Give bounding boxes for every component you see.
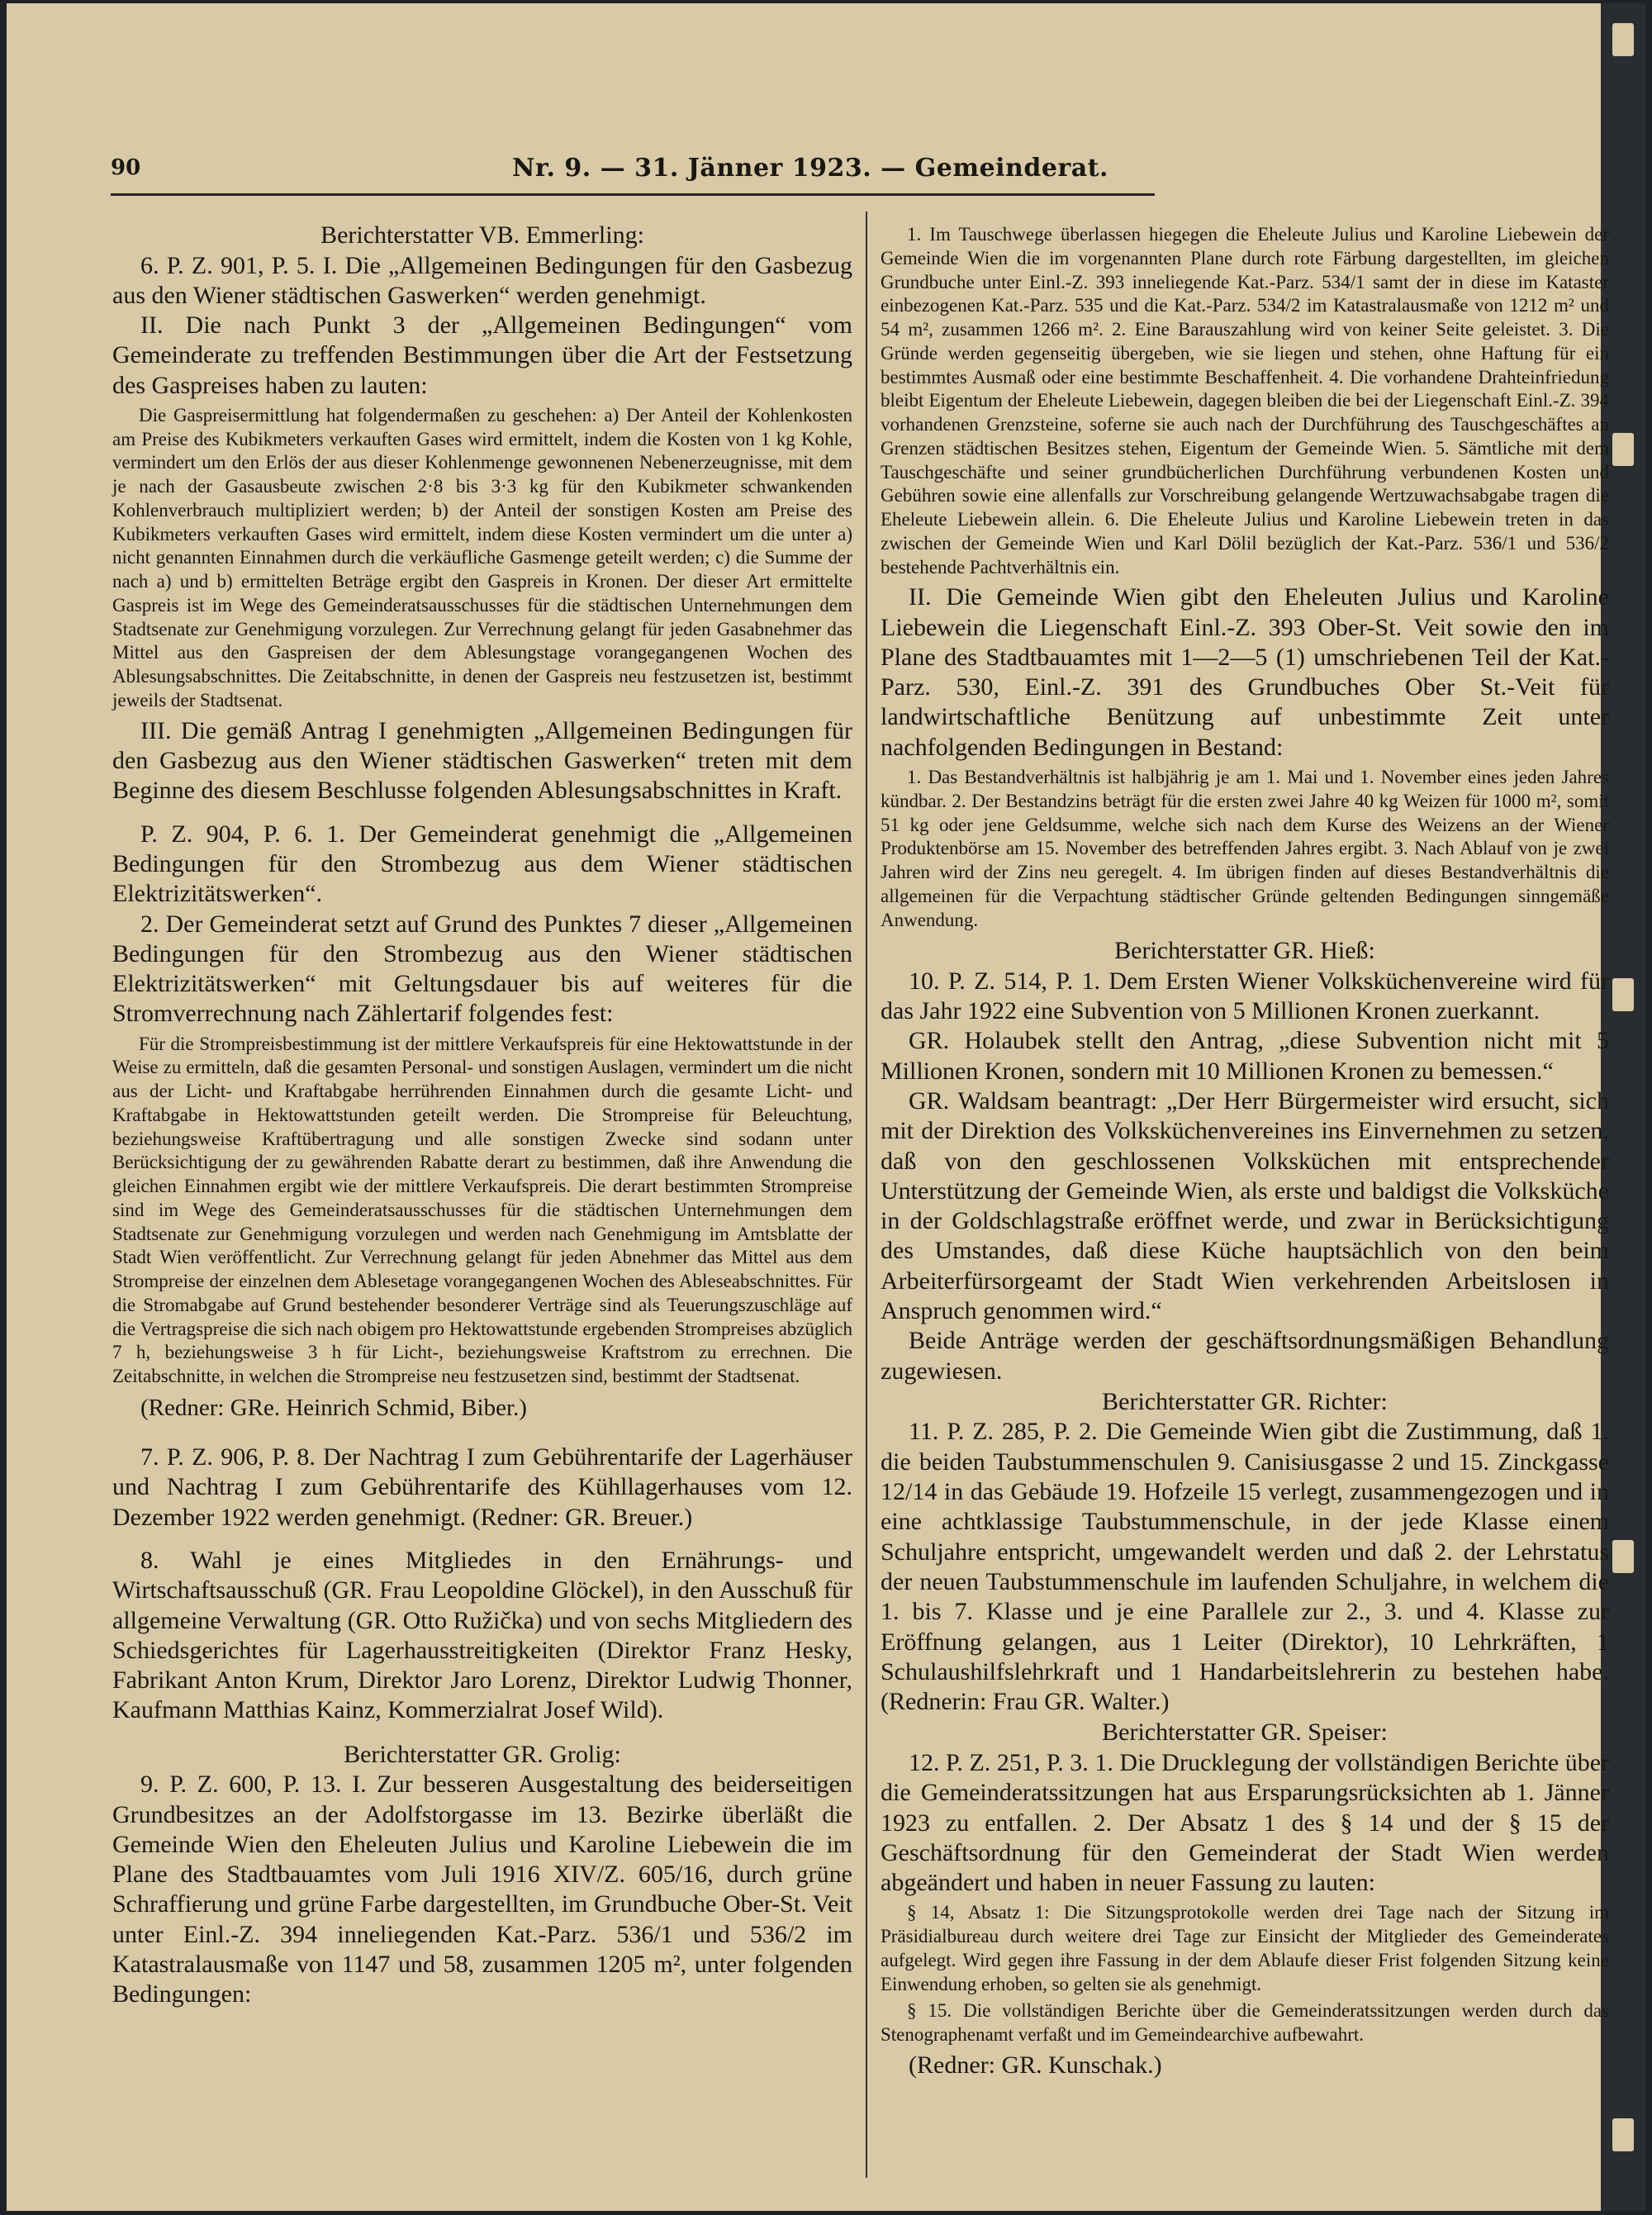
reporter-heading: Berichterstatter GR. Richter: xyxy=(1102,1387,1388,1415)
column-rule xyxy=(866,212,867,2178)
paragraph: 6. P. Z. 901, P. 5. I. Die „Allgemeinen Bedingungen für den Gasbezug aus den Wiener städtischen Gaswerken“ werden genehmigt. xyxy=(112,251,852,309)
speaker-note: (Redner: GR. Kunschak.) xyxy=(909,2051,1162,2079)
paragraph: 9. P. Z. 600, P. 13. I. Zur besseren Ausgestaltung des beiderseitigen Grundbesitzes an der Adolfstorgasse im 13. Bezirke überläßt die Gemeinde Wien den Eheleuten Julius und Karoline Liebewein die im Plane des Stadtbauamtes vom Juli 1916 XIV/Z. 605/16, durch grüne Schraffierung und grüne Farbe dargestellten, im Grundbuche Ober-St. Veit unter Einl.-Z. 394 inneliegenden Kat.-Parz. 536/1 und 536/2 im Katastralausmaße von 1147 und 58, zusammen 1205 m², unter folgenden Bedingungen: xyxy=(112,1771,852,2008)
left-column xyxy=(112,220,852,2010)
paragraph: 8. Wahl je eines Mitgliedes in den Ernährungs- und Wirtschaftsausschuß (GR. Frau Leopoldine Glöckel), in den Ausschuß für allgemeine Verwaltung (GR. Otto Ružička) und von sechs Mitgliedern des Schiedsgerichtes für Lagerhausstreitigkeiten (Direktor Franz Hesky, Fabrikant Anton Krum, Direktor Jaro Lorenz, Direktor Ludwig Thonner, Kaufmann Matthias Kainz, Kommerzialrat Josef Wild). xyxy=(112,1546,852,1724)
page-header xyxy=(111,152,1155,196)
paragraph: III. Die gemäß Antrag I genehmigten „Allgemeinen Bedingungen für den Gasbezug aus den Wiener städtischen Gaswerken“ treten mit dem Beginne des diesem Beschlusse folgenden Ablesungsabschnittes in Kraft. xyxy=(112,716,852,805)
punch-hole xyxy=(1612,433,1634,466)
reporter-heading: Berichterstatter GR. Speiser: xyxy=(1102,1718,1388,1747)
small-print: 1. Im Tauschwege überlassen hiegegen die Eheleute Julius und Karoline Liebewein der Gemeinde Wien die im vorgenannten Plane durch rote Färbung dargestellten, im gleichen Grundbuche unter Einl.-Z. 393 inneliegende Kat.-Parz. 534/1 samt der in diese im Kataster einbezogenen Kat.-Parz. 535 und die Kat.-Parz. 534/2 im Katastralausmaße von 1212 m² und 54 m², zusammen 1266 m². 2. Eine Barauszahlung wird von keiner Seite geleistet. 3. Die Gründe werden gegenseitig übergeben, wie sie liegen und stehen, ohne Haftung für ein bestimmtes Ausmaß oder eine bestimmte Beschaffenheit. 4. Die vorhandene Drahteinfriedung bleibt Eigentum der Eheleute Liebewein, dagegen bleiben die bei der Liegenschaft Einl.-Z. 394 vorhandenen Grenzsteine, soferne sie auch nach der Durchführung des Tauschgeschäftes an Grenzen städtischen Besitzes stehen, Eigentum der Gemeinde Wien. 5. Sämtliche mit dem Tauschgeschäfte und seiner grundbücherlichen Durchführung verbundenen Kosten und Gebühren sowie eine allenfalls zur Vorschreibung gelangende Wertzuwachsabgabe tragen die Eheleute Liebewein allein. 6. Die Eheleute Julius und Karoline Liebewein treten in das zwischen der Gemeinde Wien und Karl Dölil bezüglich der Kat.-Parz. 536/1 und 536/2 bestehende Pachtverhältnis ein. xyxy=(881,224,1609,578)
running-head: Nr. 9. — 31. Jänner 1923. — Gemeinderat. xyxy=(512,154,1108,183)
small-print: Für die Strompreisbestimmung ist der mittlere Verkaufspreis für eine Hektowattstunde in der Weise zu ermitteln, daß die gesamten Personal- und sonstigen Auslagen, vermindert um die nicht aus der Licht- und Kraftabgabe herrührenden Einnahmen durch die gesamte Licht- und Kraftabgabe in Hektowattstunden geteilt werden. Die Strompreise für Beleuchtung, beziehungsweise Kraftübertragung und alle sonstigen Zwecke sind sodann unter Berücksichtigung der zu gewährenden Rabatte derart zu bestimmen, daß ihre Anwendung die gleichen Einnahmen ergibt wie der mittlere Verkaufspreis. Die derart bestimmten Strompreise sind im Wege des Gemeinderatsausschusses für die städtischen Unternehmungen dem Stadtsenate zur Genehmigung vorzulegen und werden nach Genehmigung im Amtsblatte der Stadt Wien veröffentlicht. Zur Verrechnung gelangt für jeden Abnehmer das Mittel aus dem Strompreise der einzelnen dem Ablesetage vorangegangenen Wochen des Ableseabschnittes. Für die Stromabgabe auf Grund bestehender besonderer Verträge sind als Teuerungszuschläge auf die Vertragspreise die sich nach obigem pro Hektowattstunde ergebenden Strompreises abzüglich 7 h, beziehungsweise 3 h für Licht-, beziehungsweise Kraftstrom zu errechnen. Die Zeitabschnitte, in welchen die Strompreise neu festzusetzen sind, bestimmt der Stadtsenat. xyxy=(112,1033,852,1387)
paragraph: II. Die nach Punkt 3 der „Allgemeinen Bedingungen“ vom Gemeinderate zu treffenden Bestimmungen über die Art der Festsetzung des Gaspreises haben zu lauten: xyxy=(112,311,852,399)
page-number: 90 xyxy=(111,155,141,180)
speaker-note: (Redner: GRe. Heinrich Schmid, Biber.) xyxy=(140,1394,527,1421)
paragraph: 10. P. Z. 514, P. 1. Dem Ersten Wiener Volksküchenvereine wird für das Jahr 1922 eine Subvention von 5 Millionen Kronen zuerkannt. xyxy=(881,967,1609,1025)
right-column xyxy=(881,220,1609,2080)
small-print: § 14, Absatz 1: Die Sitzungsprotokolle werden drei Tage nach der Sitzung im Präsidialbureau durch weitere drei Tage zur Einsicht der Mitglieder des Gemeinderates aufgelegt. Wird gegen ihre Fassung in der dem Ablaufe dieser Frist folgenden Sitzung keine Einwendung erhoben, so gelten sie als genehmigt. xyxy=(881,1902,1609,1994)
paragraph: 11. P. Z. 285, P. 2. Die Gemeinde Wien gibt die Zustimmung, daß 1. die beiden Taubstummenschulen 9. Canisiusgasse 2 und 15. Zinckgasse 12/14 in das Gebäude 19. Hofzeile 15 verlegt, zusammengezogen und in eine achtklassige Taubstummenschule, in der jede Klasse einem Schuljahre entspricht, umgewandelt werden und daß 2. der Lehrstatus der neuen Taubstummenschule im laufenden Schuljahre, in welchem die 1. bis 7. Klasse und je eine Parallele zur 2., 3. und 4. Klasse zur Eröffnung gelangen, aus 1 Leiter (Direktor), 10 Lehrkräften, 1 Schulaushilfslehrkraft und 1 Handarbeitslehrerin zu bestehen habe. (Rednerin: Frau GR. Walter.) xyxy=(881,1418,1609,1716)
newspaper-page xyxy=(7,3,1645,2211)
paragraph: P. Z. 904, P. 6. 1. Der Gemeinderat genehmigt die „Allgemeinen Bedingungen für den Strombezug aus dem Wiener städtischen Elektrizitätswerken“. xyxy=(112,820,852,908)
reporter-heading: Berichterstatter GR. Hieß: xyxy=(1114,937,1375,965)
punch-hole xyxy=(1612,978,1634,1011)
small-print: 1. Das Bestandverhältnis ist halbjährig je am 1. Mai und 1. November eines jeden Jahres kündbar. 2. Der Bestandzins beträgt für die ersten zwei Jahre 40 kg Weizen für 1000 m², somit 51 kg oder jene Geldsumme, welche sich nach dem Kurse des Weizens an der Wiener Produktenbörse am 15. November des betreffenden Jahres ergibt. 3. Nach Ablauf von je zwei Jahren wird der Zins neu geregelt. 4. Im übrigen finden auf dieses Bestandverhältnis die allgemeinen für die Verpachtung städtischer Gründe geltenden Bedingungen sinngemäße Anwendung. xyxy=(881,767,1609,930)
small-print: § 15. Die vollständigen Berichte über die Gemeinderatssitzungen werden durch das Stenographenamt verfaßt und im Gemeindearchive aufbewahrt. xyxy=(881,2000,1609,2046)
paragraph: II. Die Gemeinde Wien gibt den Eheleuten Julius und Karoline Liebewein die Liegenschaft Einl.-Z. 393 Ober-St. Veit sowie den im Plane des Stadtbauamtes mit 1—2—5 (1) umschriebenen Teil der Kat.-Parz. 530, Einl.-Z. 391 des Grundbuches Ober St.-Veit für landwirtschaftliche Benützung auf unbestimmte Zeit unter nachfolgenden Bedingungen in Bestand: xyxy=(881,583,1609,761)
punch-hole xyxy=(1612,23,1634,56)
reporter-heading: Berichterstatter VB. Emmerling: xyxy=(320,221,644,249)
paragraph: GR. Waldsam beantragt: „Der Herr Bürgermeister wird ersucht, sich mit der Direktion des Volksküchenvereines ins Einvernehmen zu setzen, daß von den geschlossenen Volksküchen mit entsprechender Unterstützung der Gemeinde Wien, als erste und baldigst die Volksküche in der Goldschlagstraße eröffnet werde, und zwar in Berücksichtigung des Umstandes, daß diese Küche hauptsächlich von den beim Arbeiterfürsorgeamt der Stadt Wien verkehrenden Arbeitslosen in Anspruch genommen wird.“ xyxy=(881,1086,1609,1325)
punch-hole xyxy=(1612,1540,1634,1573)
punch-hole xyxy=(1612,2118,1634,2151)
paragraph: Beide Anträge werden der geschäftsordnungsmäßigen Behandlung zugewiesen. xyxy=(881,1327,1609,1385)
reporter-heading: Berichterstatter GR. Grolig: xyxy=(344,1740,621,1768)
paragraph: 12. P. Z. 251, P. 3. 1. Die Drucklegung der vollständigen Berichte über die Gemeinderatssitzungen hat aus Ersparungsrücksichten ab 1. Jänner 1923 zu entfallen. 2. Der Absatz 1 des § 14 und der § 15 der Geschäftsordnung für den Gemeinderat der Stadt Wien werden abgeändert und haben in neuer Fassung zu lauten: xyxy=(881,1748,1609,1897)
paragraph: GR. Holaubek stellt den Antrag, „diese Subvention nicht mit 5 Millionen Kronen, sondern mit 10 Millionen Kronen zu bemessen.“ xyxy=(881,1027,1609,1085)
paragraph: 7. P. Z. 906, P. 8. Der Nachtrag I zum Gebührentarife der Lagerhäuser und Nachtrag I zum Gebührentarife des Kühllagerhauses vom 12. Dezember 1922 werden genehmigt. (Redner: GR. Breuer.) xyxy=(112,1443,852,1531)
paragraph: 2. Der Gemeinderat setzt auf Grund des Punktes 7 dieser „Allgemeinen Bedingungen für den Strombezug aus den Wiener städtischen Elektrizitätswerken“ mit Geltungsdauer bis auf weiteres für die Stromverrechnung nach Zählertarif folgendes fest: xyxy=(112,910,852,1028)
small-print: Die Gaspreisermittlung hat folgendermaßen zu geschehen: a) Der Anteil der Kohlenkosten am Preise des Kubikmeters verkauften Gases wird ermittelt, indem die Kosten von 1 kg Kohle, vermindert um den Erlös der aus dieser Kohlenmenge gewonnenen Nebenerzeugnisse, mit dem je nach der Gasausbeute zwischen 2·8 bis 3·3 kg für den Kubikmeter schwankenden Kohlenverbrauch multipliziert werden; b) der Anteil der sonstigen Kosten am Preise des Kubikmeters verkauften Gases wird ermittelt, indem diese Kosten vermindert um die unter a) nicht genannten Einnahmen durch die verkäufliche Gasmenge geteilt werden; c) die Summe der nach a) und b) ermittelten Beträge ergibt den Gaspreis in Kronen. Der dieser Art ermittelte Gaspreis ist im Wege des Gemeinderatsausschusses für die städtischen Unternehmungen dem Stadtsenate zur Genehmigung vorzulegen. Zur Verrechnung gelangt für jeden Gasabnehmer das Mittel aus den Gaspreisen der dem Ablesungstage vorangegangenen Wochen des Ablesungsabschnittes. Die Zeitabschnitte, in denen der Gaspreis neu festzusetzen ist, bestimmt jeweils der Stadtsenat. xyxy=(112,404,852,711)
